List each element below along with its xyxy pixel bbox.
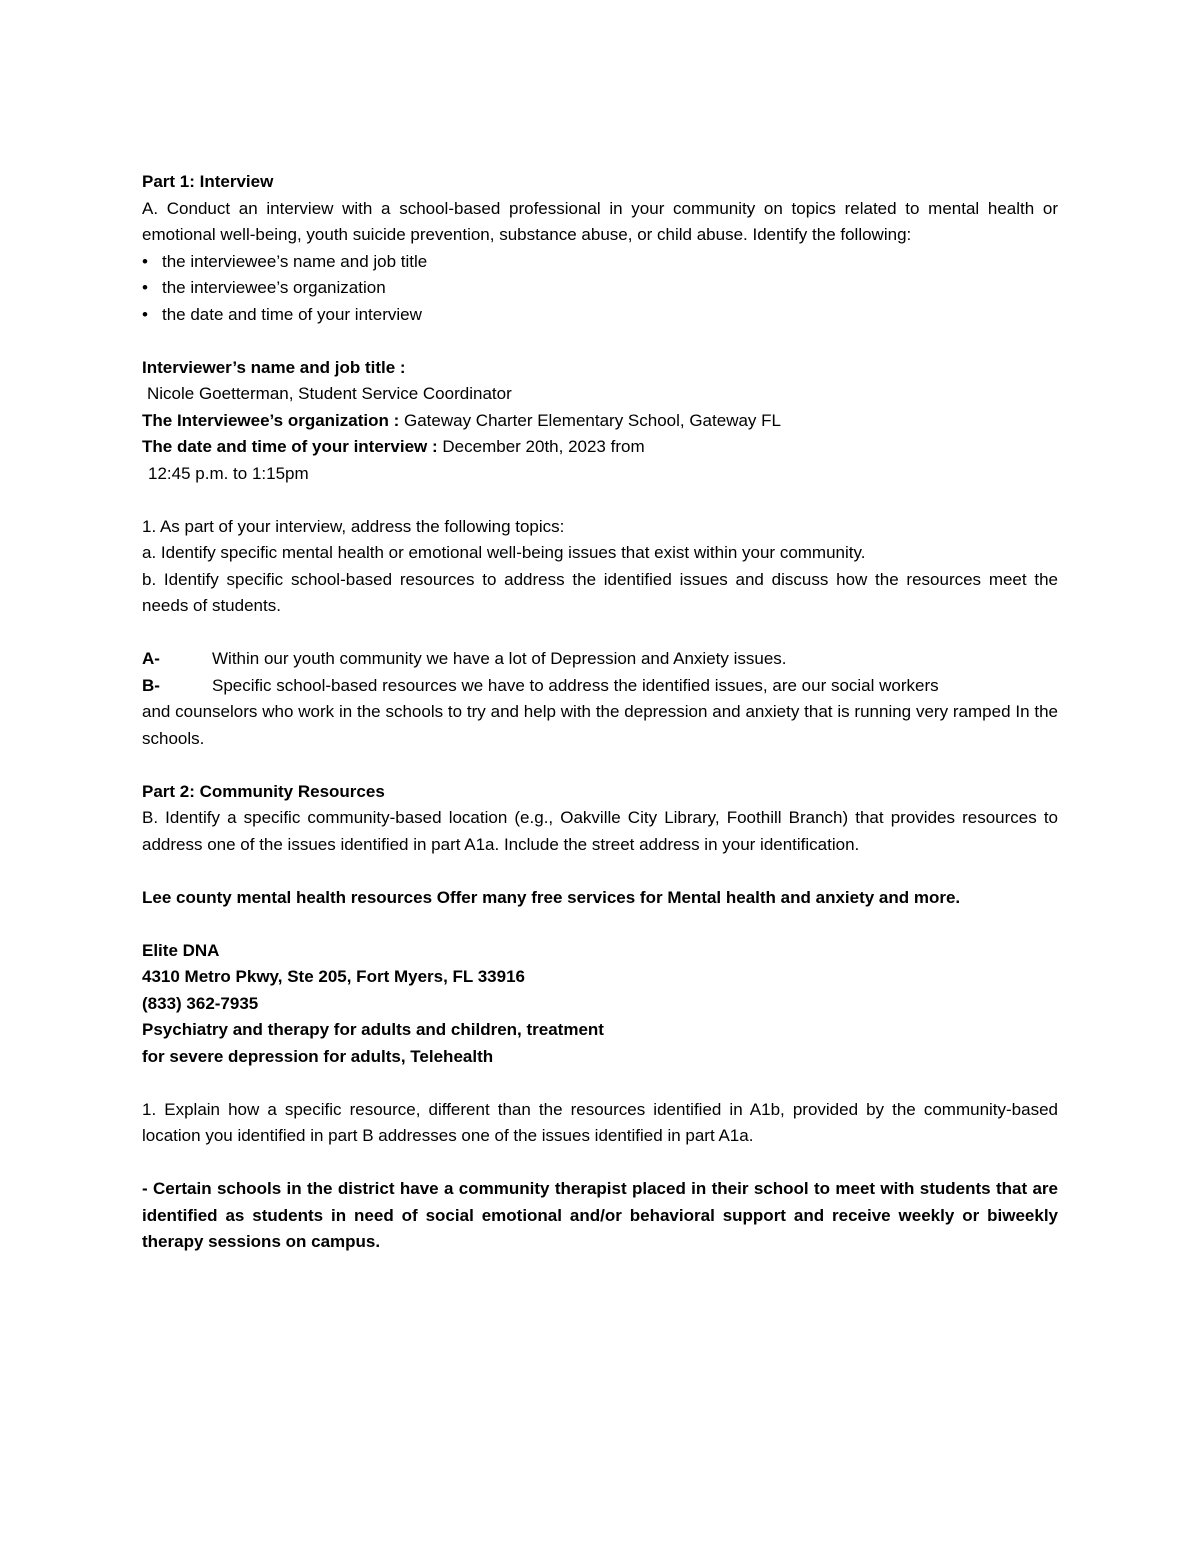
question-a: a. Identify specific mental health or emotional well-being issues that exist within your community.	[142, 543, 866, 562]
response-a	[142, 646, 1058, 673]
response-a-text: Within our youth community we have a lot of Depression and Anxiety issues.	[212, 649, 787, 668]
part1-heading: Part 1: Interview	[142, 172, 274, 191]
resource-description-2: for severe depression for adults, Telehealth	[142, 1046, 494, 1066]
question-1: 1. As part of your interview, address the following topics:	[142, 516, 565, 536]
date-label: The date and time of your interview :	[142, 437, 438, 456]
part2-heading: Part 2: Community Resources	[142, 781, 385, 801]
bullet-item: • the interviewee’s name and job title	[142, 249, 1058, 276]
bullet-item: • the interviewee’s organization	[142, 275, 1058, 302]
date-line	[142, 434, 1058, 461]
interviewer-name-value: Nicole Goetterman, Student Service Coordinator	[147, 384, 512, 403]
organization-label: The Interviewee’s organization :	[142, 410, 400, 430]
date-value: December 20th, 2023 from	[437, 437, 645, 456]
resource-description-1: Psychiatry and therapy for adults and children, treatment	[142, 1020, 604, 1039]
part2-prompt-b: B. Identify a specific community-based location (e.g., Oakville City Library, Foothill Branch) that provides resources to address one of the issues identified in part A1a. Include the street address in your identification.	[142, 808, 1058, 854]
interviewer-name-label: Interviewer’s name and job title :	[142, 357, 406, 377]
lee-county-statement: Lee county mental health resources Offer many free services for Mental health and anxiety and more.	[142, 887, 961, 907]
question-b: b. Identify specific school-based resources to address the identified issues and discuss how the resources meet the needs of students.	[142, 569, 1058, 615]
organization-value: Gateway Charter Elementary School, Gateway FL	[399, 410, 781, 430]
response-b-label: B-	[142, 675, 160, 695]
document-body	[142, 169, 1058, 1256]
resource-phone: (833) 362-7935	[142, 993, 259, 1013]
response-b-text: Specific school-based resources we have to address the identified issues, are our social workers	[212, 675, 939, 695]
part2-answer: - Certain schools in the district have a community therapist placed in their school to meet with students that are identified as students in need of social emotional and/or behavioral support and receive weekly or biweekly therapy sessions on campus.	[142, 1179, 1058, 1251]
part2-question-1: 1. Explain how a specific resource, different than the resources identified in A1b, provided by the community-based location you identified in part B addresses one of the issues identified in part A1a.	[142, 1099, 1058, 1145]
organization-line	[142, 408, 1058, 435]
time-value: 12:45 p.m. to 1:15pm	[148, 463, 309, 483]
response-a-label: A-	[142, 649, 160, 668]
part1-prompt-a: A. Conduct an interview with a school-based professional in your community on topics related to mental health or emotional well-being, youth suicide prevention, substance abuse, or child abuse. Identify the following:	[142, 198, 1058, 244]
resource-address: 4310 Metro Pkwy, Ste 205, Fort Myers, FL 33916	[142, 967, 525, 986]
resource-name: Elite DNA	[142, 940, 220, 960]
response-b-continued: and counselors who work in the schools to try and help with the depression and anxiety that is running very ramped In the schools.	[142, 702, 1058, 748]
bullet-item: • the date and time of your interview	[142, 302, 1058, 329]
response-b	[142, 673, 1058, 700]
